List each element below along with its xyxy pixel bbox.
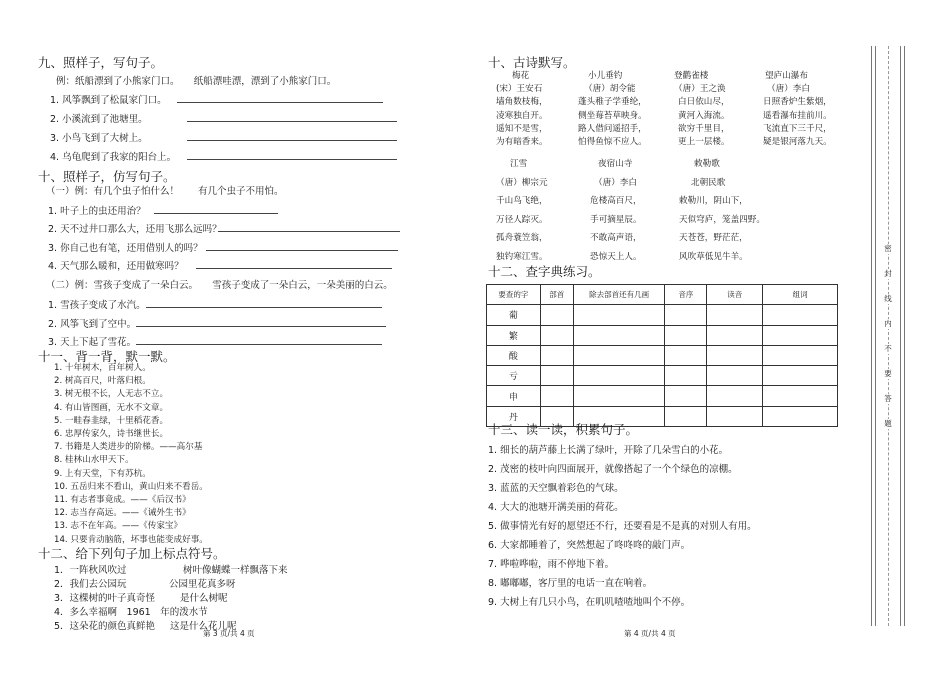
column-header: 读音 [707, 285, 763, 305]
list-item: 12. 志当存高远。——《诫外生书》 [54, 508, 191, 519]
poem-title: 夜宿山寺 [598, 159, 633, 169]
list-item: 7. 书籍是人类进步的阶梯。——高尔基 [54, 442, 203, 453]
poem-line: 天似穹庐，笼盖四野。 [679, 214, 765, 225]
answer-cell[interactable] [665, 325, 707, 345]
poem-author: （唐）胡令能 [584, 84, 636, 95]
section-11-list [54, 362, 208, 547]
column-header: 音序 [665, 285, 707, 305]
page-footer: 第 3 页/共 4 页 [203, 629, 255, 638]
poem-author: （唐）李白 [767, 84, 810, 95]
answer-line[interactable] [206, 250, 398, 251]
answer-line[interactable] [177, 102, 383, 103]
answer-cell[interactable] [573, 305, 665, 325]
section-10-item: 3. 天上下起了雪花。 [48, 337, 137, 348]
punct-item-part: 这是什么花儿呢 [170, 621, 237, 632]
section-10-title: 十、照样子，仿写句子。 [38, 169, 176, 184]
poem-line: 万径人踪灭。 [496, 214, 548, 225]
section-9-item: 4. 乌龟爬到了我家的阳台上。 [50, 152, 177, 163]
answer-cell[interactable] [665, 305, 707, 325]
punct-item: 4．多么幸福啊 1961 年的泼水节 [54, 607, 208, 618]
poem-line: 风吹草低见牛羊。 [679, 251, 748, 262]
seal-char: 线 [877, 294, 899, 304]
punct-item: 1．一阵秋风吹过 [54, 565, 127, 576]
binding-dashed-line [888, 46, 889, 626]
poem [590, 155, 642, 266]
answer-cell[interactable] [573, 345, 665, 365]
section-10-item: 4. 天气那么暖和，还用做寒吗？ [48, 261, 184, 272]
section-9-item: 2. 小溪流到了池塘里。 [50, 114, 148, 125]
punct-item: 3．这棵树的叶子真奇怪 [54, 593, 156, 604]
answer-cell[interactable] [707, 325, 763, 345]
sentence-item: 4. 大大的池塘开满美丽的荷花。 [488, 502, 624, 513]
list-item: 4. 有山皆图画，无水不文章。 [54, 402, 169, 413]
answer-cell[interactable] [573, 366, 665, 386]
answer-cell[interactable] [540, 305, 573, 325]
list-item: 8. 桂林山水甲天下。 [54, 455, 134, 466]
sentence-item: 9. 大树上有几只小鸟，在叽叽喳喳地叫个不停。 [488, 597, 691, 608]
poem-line: 遥看瀑布挂前川。 [763, 110, 832, 121]
answer-cell[interactable] [707, 366, 763, 386]
answer-cell[interactable] [665, 345, 707, 365]
answer-cell[interactable] [665, 406, 707, 426]
column-header: 组词 [763, 285, 838, 305]
answer-cell[interactable] [763, 305, 838, 325]
poem-line: 天苍苍，野茫茫， [679, 233, 748, 243]
poem-author: (宋）王安石 [496, 84, 543, 95]
list-item: 1. 十年树木，百年树人。 [54, 363, 151, 373]
seal-char: 题 [877, 419, 899, 429]
answer-cell[interactable] [540, 345, 573, 365]
seal-char: 答 [877, 394, 899, 404]
poem-line: 黄河入海流。 [678, 110, 730, 121]
punct-item-part: 是什么树呢 [180, 593, 228, 604]
poem-title: 登鹳雀楼 [674, 71, 709, 81]
table-header-row [487, 285, 838, 305]
answer-line[interactable] [196, 268, 392, 269]
poem-line: 飞流直下三千尺， [763, 123, 832, 134]
column-header: 要查的字 [487, 285, 541, 305]
section-12-title: 十二、给下列句子加上标点符号。 [38, 546, 226, 561]
poem-title: 梅花 [512, 71, 530, 81]
answer-line[interactable] [187, 159, 397, 160]
answer-cell[interactable] [540, 325, 573, 345]
binding-line [904, 46, 905, 626]
binding-line [875, 46, 876, 626]
poem [496, 70, 548, 149]
answer-cell[interactable] [707, 386, 763, 406]
poem-line: 凌寒独自开。 [496, 110, 548, 121]
page-footer: 第 4 页/共 4 页 [624, 629, 676, 638]
list-item: 11. 有志者事竟成。——《后汉书》 [54, 495, 191, 506]
answer-line[interactable] [136, 326, 386, 327]
list-item: 5. 一畦春韭绿，十里稻花香。 [54, 415, 169, 426]
answer-cell[interactable] [707, 305, 763, 325]
poem [679, 155, 765, 266]
section-10-item: 2. 天不过井口那么大，还用飞那么远吗？ [48, 224, 222, 235]
lookup-char: 葡 [487, 305, 541, 325]
answer-line[interactable] [154, 213, 278, 214]
poem-line: 欲穷千里目， [678, 123, 730, 134]
section-10-example-2: （二）例：雪孩子变成了一朵白云。 雪孩子变成了一朵白云，一朵美丽的白云。 [46, 280, 393, 291]
poem-author: 北朝民歌 [691, 177, 726, 188]
punct-item: 2．我们去公园玩 [54, 579, 127, 590]
punct-item-part: 公园里花真多呀 [169, 579, 236, 590]
poem-line: 为有暗香来。 [496, 137, 548, 148]
poem-title: 望庐山瀑布 [765, 71, 808, 81]
answer-cell[interactable] [707, 406, 763, 426]
column-header: 除去部首还有几画 [573, 285, 665, 305]
poem-author: （唐）王之涣 [674, 84, 726, 95]
poem-line: 敕勒川，阴山下， [679, 196, 748, 206]
answer-cell[interactable] [540, 386, 573, 406]
poem-line: 恐惊天上人。 [590, 251, 642, 262]
poem-title: 小儿垂钓 [588, 71, 623, 81]
poem [578, 70, 647, 149]
list-item: 2. 树高百尺，叶落归根。 [54, 376, 151, 387]
poem-author: （唐）李白 [594, 177, 637, 188]
punct-item-part: 树叶像蝴蝶一样飘落下来 [183, 565, 288, 576]
poem-line: 千山鸟飞绝， [496, 196, 548, 206]
poem-line: 蓬头稚子学垂纶， [578, 97, 647, 108]
dictionary-table [486, 284, 838, 427]
poem-line: 孤舟蓑笠翁， [496, 233, 548, 243]
section-9-title: 九、照样子，写句子。 [38, 55, 164, 70]
seal-char: 密 [877, 244, 899, 254]
poem-line: 白日依山尽， [678, 97, 730, 108]
poem-line: 路人借问遥招手， [578, 123, 647, 134]
answer-cell[interactable] [665, 366, 707, 386]
section-9-example: 例：纸船漂到了小熊家门口。 纸船漂哇漂，漂到了小熊家门口。 [56, 76, 337, 87]
binding-line [900, 46, 901, 626]
poem-line: 不敢高声语， [590, 233, 642, 243]
list-item: 9. 上有天堂，下有苏杭。 [54, 468, 151, 479]
lookup-char: 申 [487, 386, 541, 406]
sentence-item: 6. 大家都睡着了，突然想起了咚咚咚的敲门声。 [488, 540, 691, 551]
list-item: 13. 志不在年高。——《传家宝》 [54, 521, 183, 532]
answer-line[interactable] [187, 140, 397, 141]
table-row [487, 345, 838, 365]
poem-line: 手可摘星辰。 [590, 214, 642, 225]
poem-line: 独钓寒江雪。 [496, 251, 548, 262]
lookup-char: 亏 [487, 366, 541, 386]
section-10-item: 2. 风筝飞到了空中。 [48, 319, 137, 330]
poem-line: 墙角数枝梅， [496, 97, 548, 108]
sentence-item: 3. 蓝蓝的天空飘着彩色的气球。 [488, 483, 624, 494]
sentence-item: 8. 嘟嘟嘟，客厅里的电话一直在响着。 [488, 578, 653, 589]
poem-title: 敕勒歌 [694, 159, 720, 169]
answer-cell[interactable] [540, 366, 573, 386]
table-row [487, 366, 838, 386]
table-row [487, 325, 838, 345]
answer-line[interactable] [218, 231, 400, 232]
answer-line[interactable] [136, 344, 382, 345]
sentence-item: 7. 哗啦哗啦，雨不停地下着。 [488, 559, 615, 570]
poem-line: 怕得鱼惊不应人。 [578, 137, 647, 148]
sentence-item: 2. 茂密的枝叶向四面展开，就像搭起了一个个绿色的凉棚。 [488, 464, 738, 475]
poem-author: （唐）柳宗元 [496, 177, 548, 188]
answer-line[interactable] [187, 121, 397, 122]
answer-cell[interactable] [573, 386, 665, 406]
sentence-item: 1. 细长的葫芦藤上长满了绿叶，开除了几朵雪白的小花。 [488, 445, 729, 456]
section-10-poems-title: 十、古诗默写。 [488, 55, 576, 70]
section-9-item: 1. 风筝飘到了松鼠家门口。 [50, 95, 167, 106]
poem [763, 70, 832, 149]
answer-cell[interactable] [763, 366, 838, 386]
list-item: 14. 只要肯动脑筋，坏事也能变成好事。 [54, 534, 208, 545]
section-9-item: 3. 小鸟飞到了大树上。 [50, 133, 148, 144]
answer-cell[interactable] [573, 325, 665, 345]
answer-cell[interactable] [763, 325, 838, 345]
seal-char: 内 [877, 319, 899, 329]
lookup-char: 繁 [487, 325, 541, 345]
poem [496, 155, 548, 266]
section-13-title: 十三、读一读，积累句子。 [488, 422, 639, 437]
list-item: 10. 五岳归来不看山，黄山归来不看岳。 [54, 481, 208, 492]
section-11-title: 十一、背一背，默一默。 [38, 349, 176, 364]
list-item: 6. 忠厚传家久，诗书继世长。 [54, 429, 169, 440]
poem-line: 日照香炉生紫烟， [763, 97, 832, 108]
poem-line: 更上一层楼。 [678, 137, 730, 148]
seal-char: 封 [877, 269, 899, 279]
table-row [487, 386, 838, 406]
section-10-item: 1. 雪孩子变成了水汽。 [48, 300, 146, 311]
section-10-item: 1. 叶子上的虫还用治？ [48, 206, 146, 217]
answer-cell[interactable] [763, 406, 838, 426]
answer-cell[interactable] [763, 345, 838, 365]
list-item: 3. 树无根不长，人无志不立。 [54, 389, 169, 400]
sentence-item: 5. 做事情光有好的愿望还不行，还要看是不是真的对别人有用。 [488, 521, 757, 532]
answer-cell[interactable] [707, 345, 763, 365]
poem-line: 危楼高百尺， [590, 196, 642, 206]
poem [674, 70, 730, 149]
lookup-char: 酸 [487, 345, 541, 365]
punct-item: 5．这朵花的颜色真鲜艳 [54, 621, 156, 632]
answer-cell[interactable] [665, 386, 707, 406]
binding-line [871, 46, 872, 626]
poem-title: 江雪 [510, 159, 528, 169]
table-row [487, 305, 838, 325]
binding-margin [870, 46, 906, 626]
seal-char: 不 [877, 344, 899, 354]
column-header: 部首 [540, 285, 573, 305]
answer-cell[interactable] [763, 386, 838, 406]
answer-line[interactable] [146, 307, 382, 308]
section-10-example-1: （一）例：有几个虫子怕什么！ 有几个虫子不用怕。 [46, 186, 284, 197]
section-10-item: 3. 你自己也有笔，还用借别人的吗？ [48, 243, 203, 254]
lookup-char: 丹 [487, 406, 541, 426]
poem-line: 遥知不是雪， [496, 123, 548, 134]
poem-line: 疑是银河落九天。 [763, 137, 832, 148]
section-12-dictionary-title: 十二、查字典练习。 [488, 264, 601, 279]
seal-char: 要 [877, 369, 899, 379]
poem-line: 侧坐莓苔草映身。 [578, 110, 647, 121]
